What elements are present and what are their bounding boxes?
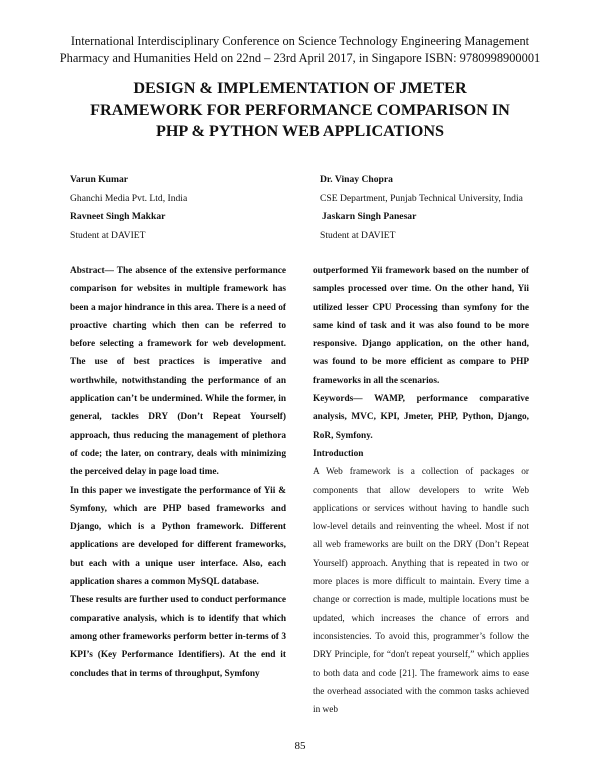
author-name: Varun Kumar [70, 174, 129, 185]
abstract-paragraph-3: These results are further used to conduct performance comparative analysis, which is to identify that which among other frameworks perform better in-terms of 3 KPI’s (Key Performance Identifiers). At the end it concludes that in terms of throughput, Symfony [70, 595, 286, 679]
authors-left-column [70, 171, 187, 245]
author-affiliation: Student at DAVIET [70, 229, 146, 241]
keywords [313, 390, 529, 445]
paper-title-line-3: PHP & PYTHON WEB APPLICATIONS [155, 122, 445, 140]
abstract-paragraph-1: Abstract— The absence of the extensive performance comparison for websites in multiple framework has been a major hindrance in this area. There is a need of proactive charting which then can be referred to before selecting a framework for web development. The use of best practices is imperative and worthwhile, notwithstanding the performance of an application can’t be undermined. While the former, in general, tackles DRY (Don’t Repeat Yourself) approach, thus reducing the management of plethora of code; the later, on contrary, deals with minimizing the perceived delay in page load time. [70, 266, 286, 478]
paper-title [40, 78, 560, 143]
authors-right-column [320, 171, 523, 245]
author-affiliation: Student at DAVIET [320, 229, 396, 241]
right-text-column [313, 262, 529, 719]
left-text-column [70, 262, 286, 683]
conference-header [40, 33, 560, 67]
paper-title-line-1: DESIGN & IMPLEMENTATION OF JMETER [133, 79, 467, 97]
page-number: 85 [294, 740, 306, 752]
conference-header-line-2: Pharmacy and Humanities Held on 22nd – 23rd April 2017, in Singapore ISBN: 9780998900001 [59, 51, 541, 65]
keywords-label: Keywords— [313, 394, 363, 405]
conference-header-line-1: International Interdisciplinary Conference on Science Technology Engineering Management [70, 34, 530, 48]
paper-title-line-2: FRAMEWORK FOR PERFORMANCE COMPARISON IN [90, 100, 510, 119]
keywords-text: WAMP, performance comparative analysis, MVC, KPI, Jmeter, PHP, Python, Django, RoR, Symfony. [313, 394, 529, 441]
author-name: Dr. Vinay Chopra [320, 174, 393, 185]
introduction-heading: Introduction [313, 448, 364, 459]
author-name: Jaskarn Singh Panesar [322, 211, 417, 222]
author-affiliation: CSE Department, Punjab Technical University, India [320, 192, 523, 204]
author-name: Ravneet Singh Makkar [70, 211, 166, 222]
introduction-text: A Web framework is a collection of packages or components that allow developers to write Web applications or services without having to handle such low-level details and reinventing the wheel. Most if not all web frameworks are built on the DRY (Don’t Repeat Yourself) approach. Anything that is repeated in two or more places is more difficult to maintain. Every time a change or correction is made, multiple locations must be updated, which increases the chance of errors and inconsistencies. To avoid this, programmer’s follow the DRY Principle, for “don't repeat yourself,” which applies to both data and code [21]. The framework aims to ease the overhead associated with the common tasks achieved in web [313, 467, 529, 716]
abstract-paragraph-3-continued: outperformed Yii framework based on the number of samples processed over time. On the other hand, Yii utilized lesser CPU Processing than symfony for the same kind of task and it was also found to be more responsive. Django application, on the other hand, was found to be more efficient as compare to PHP frameworks in all the scenarios. [313, 266, 529, 386]
abstract-paragraph-2: In this paper we investigate the performance of Yii & Symfony, which are PHP based frameworks and Django, which is a Python framework. Different applications are developed for different frameworks, but each with a unique user interface. Also, each application shares a common MySQL database. [70, 485, 286, 588]
author-affiliation: Ghanchi Media Pvt. Ltd, India [70, 192, 188, 204]
